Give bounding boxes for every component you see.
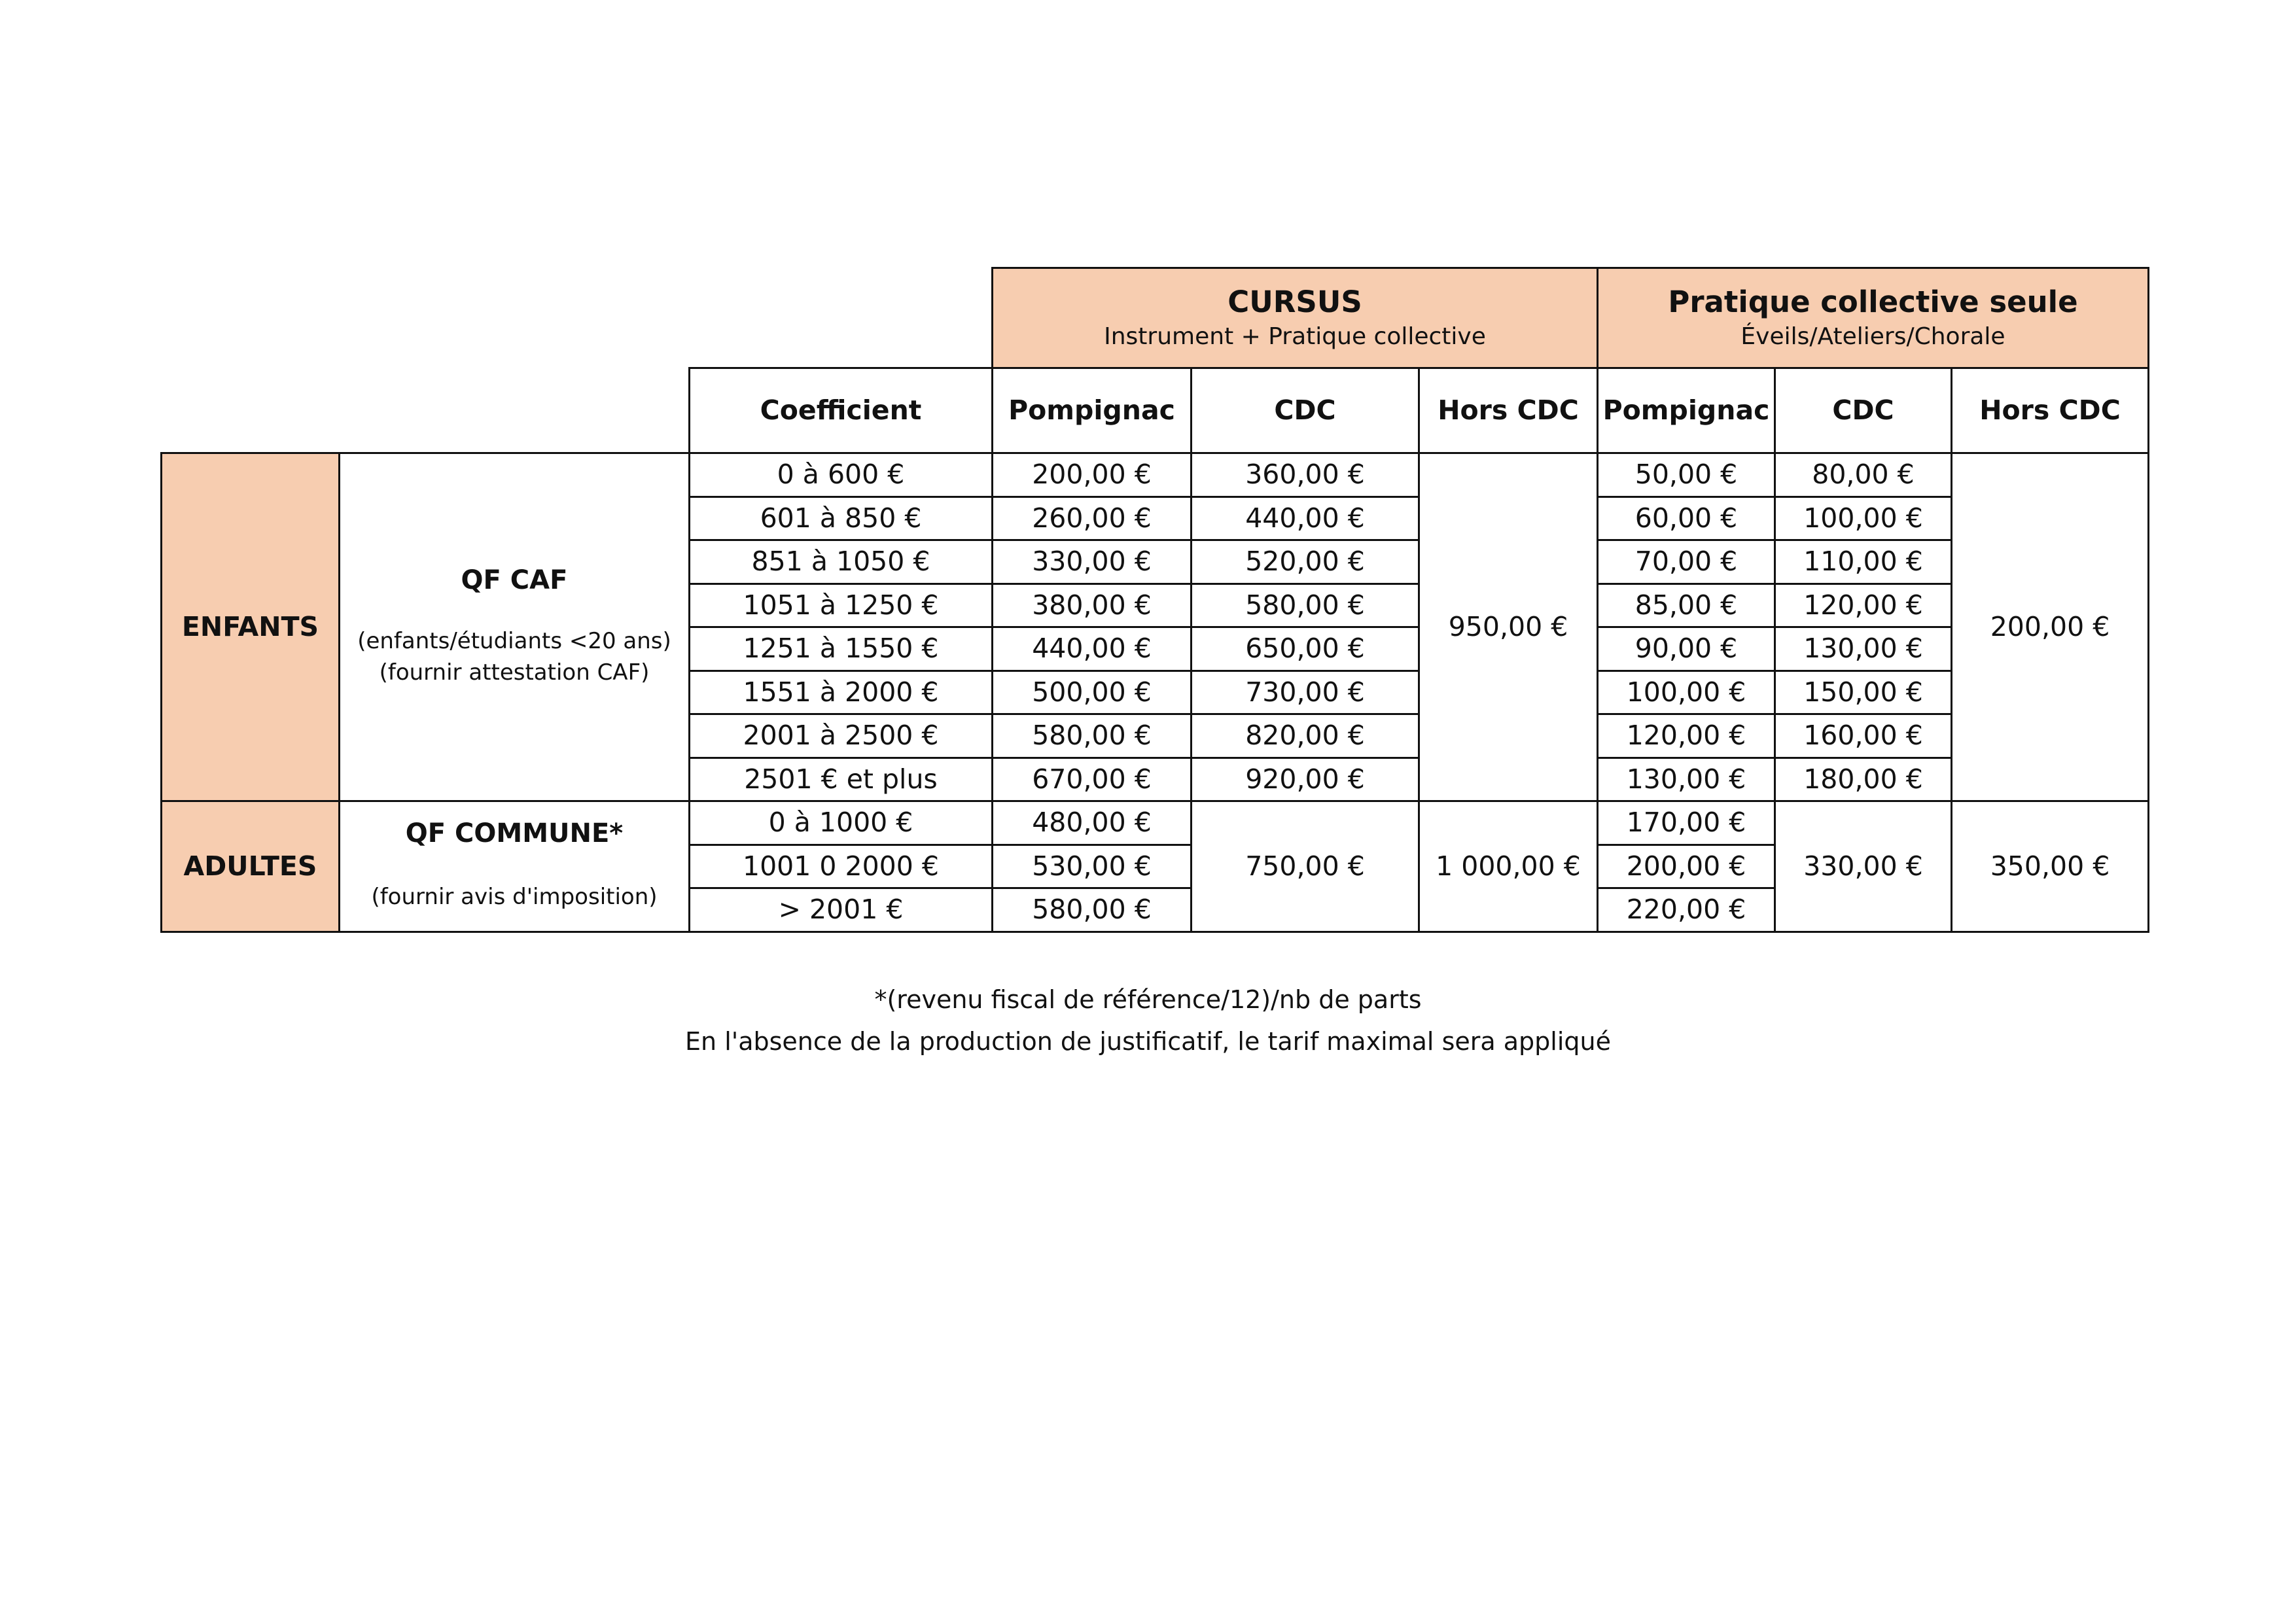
cursus-title: CURSUS [1227,285,1362,320]
pratique-cdc-cell: 120,00 € [1775,584,1952,627]
cursus-cdc-cell: 440,00 € [1192,497,1419,540]
footnote-justificatif: En l'absence de la production de justificatif, le tarif maximal sera appliqué [685,1027,1611,1056]
coef-cell: 601 à 850 € [690,497,993,540]
col-header-cursus-cdc: CDC [1192,368,1419,453]
cursus-pompignac-cell: 580,00 € [993,714,1192,758]
qf-commune-title: QF COMMUNE* [405,818,624,849]
qf-commune-note: (fournir avis d'imposition) [371,884,658,911]
qf-caf-title: QF CAF [461,565,568,595]
qf-caf-cell [340,453,690,801]
pratique-cdc-cell: 180,00 € [1775,758,1952,801]
cursus-cdc-cell: 580,00 € [1192,584,1419,627]
coef-cell: 851 à 1050 € [690,540,993,584]
cursus-pompignac-cell: 530,00 € [993,845,1192,888]
col-header-pratique-cdc: CDC [1775,368,1952,453]
col-header-pratique-hors-cdc: Hors CDC [1952,368,2149,453]
pratique-pompignac-cell: 170,00 € [1598,801,1775,845]
cursus-subtitle: Instrument + Pratique collective [1104,323,1486,350]
cursus-cdc-cell: 820,00 € [1192,714,1419,758]
pratique-pompignac-cell: 90,00 € [1598,627,1775,671]
footnote-qf-formula: *(revenu fiscal de référence/12)/nb de parts [874,985,1422,1014]
coef-cell: 0 à 1000 € [690,801,993,845]
pratique-header [1598,268,2149,368]
cursus-cdc-cell: 730,00 € [1192,671,1419,714]
tarifs-table [160,267,2149,933]
pratique-pompignac-cell: 100,00 € [1598,671,1775,714]
col-header-coefficient: Coefficient [690,368,993,453]
cursus-pompignac-cell: 380,00 € [993,584,1192,627]
qf-caf-note-1: (enfants/étudiants <20 ans) [357,627,671,654]
pratique-title: Pratique collective seule [1668,285,2078,320]
pratique-pompignac-cell: 85,00 € [1598,584,1775,627]
cursus-pompignac-cell: 480,00 € [993,801,1192,845]
pratique-pompignac-cell: 200,00 € [1598,845,1775,888]
group-label-enfants: ENFANTS [162,453,340,801]
coef-cell: 2001 à 2500 € [690,714,993,758]
cursus-cdc-cell: 360,00 € [1192,453,1419,497]
cursus-pompignac-cell: 260,00 € [993,497,1192,540]
cursus-pompignac-cell: 670,00 € [993,758,1192,801]
pratique-pompignac-cell: 60,00 € [1598,497,1775,540]
cursus-pompignac-cell: 580,00 € [993,888,1192,932]
col-header-cursus-pompignac: Pompignac [993,368,1192,453]
adultes-pratique-cdc: 330,00 € [1775,801,1952,932]
cursus-pompignac-cell: 500,00 € [993,671,1192,714]
qf-caf-note-2: (fournir attestation CAF) [379,659,650,686]
cursus-cdc-cell: 520,00 € [1192,540,1419,584]
pratique-pompignac-cell: 50,00 € [1598,453,1775,497]
cursus-pompignac-cell: 200,00 € [993,453,1192,497]
pratique-cdc-cell: 150,00 € [1775,671,1952,714]
pratique-pompignac-cell: 130,00 € [1598,758,1775,801]
pratique-cdc-cell: 100,00 € [1775,497,1952,540]
coef-cell: 1251 à 1550 € [690,627,993,671]
pratique-pompignac-cell: 220,00 € [1598,888,1775,932]
group-label-adultes: ADULTES [162,801,340,932]
coef-cell: 0 à 600 € [690,453,993,497]
pratique-subtitle: Éveils/Ateliers/Chorale [1740,323,2005,350]
coef-cell: > 2001 € [690,888,993,932]
coef-cell: 2501 € et plus [690,758,993,801]
adultes-cursus-hors-cdc: 1 000,00 € [1419,801,1598,932]
cursus-cdc-cell: 650,00 € [1192,627,1419,671]
pratique-pompignac-cell: 70,00 € [1598,540,1775,584]
pratique-cdc-cell: 80,00 € [1775,453,1952,497]
pratique-pompignac-cell: 120,00 € [1598,714,1775,758]
cursus-pompignac-cell: 440,00 € [993,627,1192,671]
cursus-pompignac-cell: 330,00 € [993,540,1192,584]
enfants-pratique-hors-cdc: 200,00 € [1952,453,2149,801]
coef-cell: 1551 à 2000 € [690,671,993,714]
qf-commune-cell [340,801,690,932]
adultes-cursus-cdc: 750,00 € [1192,801,1419,932]
pratique-cdc-cell: 160,00 € [1775,714,1952,758]
coef-cell: 1001 0 2000 € [690,845,993,888]
cursus-cdc-cell: 920,00 € [1192,758,1419,801]
col-header-cursus-hors-cdc: Hors CDC [1419,368,1598,453]
col-header-pratique-pompignac: Pompignac [1598,368,1775,453]
adultes-pratique-hors-cdc: 350,00 € [1952,801,2149,932]
enfants-cursus-hors-cdc: 950,00 € [1419,453,1598,801]
coef-cell: 1051 à 1250 € [690,584,993,627]
pratique-cdc-cell: 130,00 € [1775,627,1952,671]
pratique-cdc-cell: 110,00 € [1775,540,1952,584]
cursus-header [993,268,1598,368]
